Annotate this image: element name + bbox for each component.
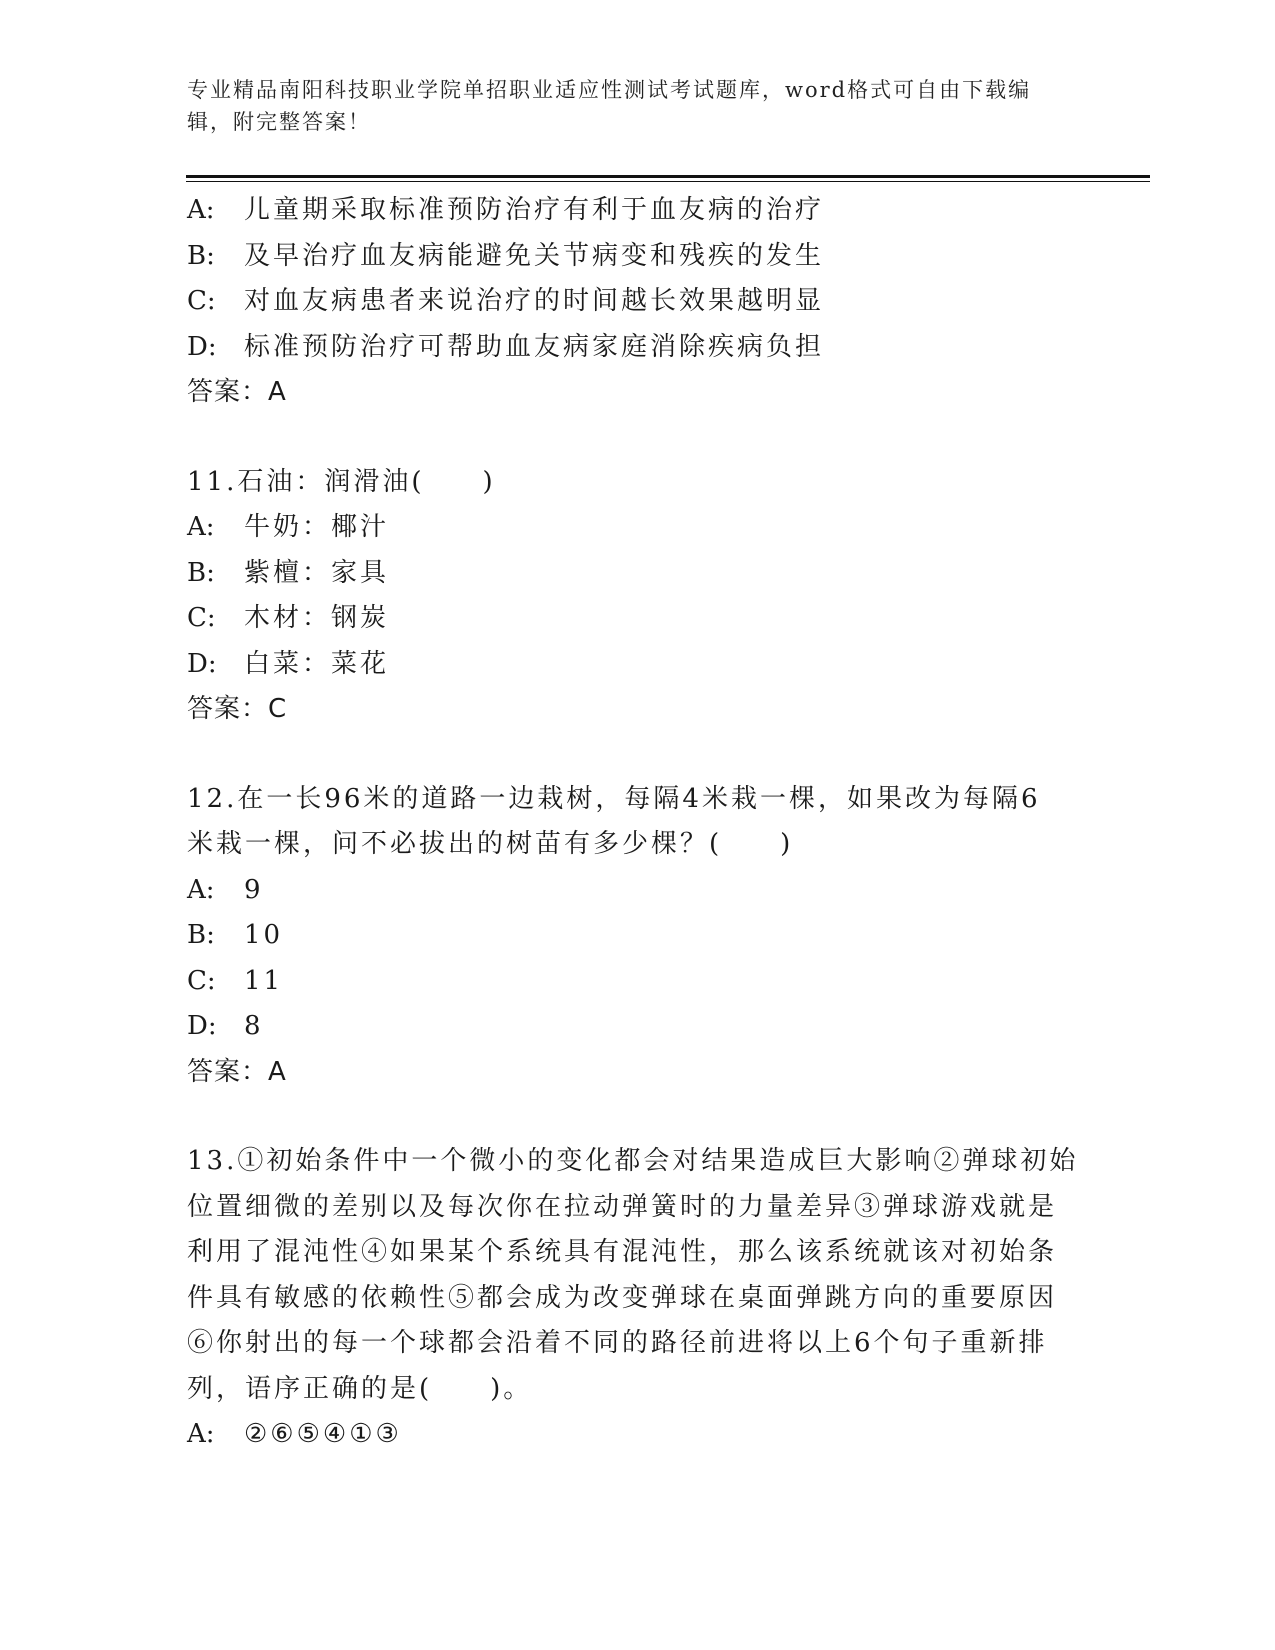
option-b: [187, 234, 1087, 280]
option-letter: A:: [187, 874, 215, 905]
option-text: 8: [244, 1011, 264, 1041]
option-text: 木材：钢炭: [244, 603, 390, 633]
option-letter: D:: [187, 648, 217, 679]
question-stem-line: 13.①初始条件中一个微小的变化都会对结果造成巨大影响②弹球初始: [187, 1146, 1079, 1176]
option-text: 11: [244, 965, 284, 996]
question-stem-line: 利用了混沌性④如果某个系统具有混沌性，那么该系统就该对初始条: [187, 1237, 1058, 1267]
option-letter: A:: [187, 1419, 215, 1449]
option-text: 儿童期采取标准预防治疗有利于血友病的治疗: [244, 195, 825, 225]
question-13: [187, 1139, 1087, 1458]
option-text: 标准预防治疗可帮助血友病家庭消除疾病负担: [244, 331, 825, 362]
option-text: ②⑥⑤④①③: [244, 1419, 402, 1449]
option-a: [187, 868, 1087, 914]
option-text: 紫檀：家具: [244, 557, 390, 588]
option-text: 9: [244, 874, 264, 905]
option-d: [187, 1004, 1087, 1050]
question-stem-line: ⑥你射出的每一个球都会沿着不同的路径前进将以上6个句子重新排: [187, 1328, 1048, 1358]
header-divider-thin: [186, 181, 1150, 182]
option-letter: A:: [187, 512, 215, 542]
question-list: [187, 188, 1087, 1458]
option-letter: B:: [187, 557, 215, 588]
option-b: [187, 551, 1087, 597]
question-stem: 11.石油：润滑油( ): [187, 466, 496, 497]
option-a: [187, 1412, 1087, 1458]
question-stem-line: 位置细微的差别以及每次你在拉动弹簧时的力量差异③弹球游戏就是: [187, 1191, 1058, 1222]
option-c: [187, 959, 1087, 1005]
option-letter: D:: [187, 331, 217, 362]
document-header: 专业精品南阳科技职业学院单招职业适应性测试考试题库，word格式可自由下载编辑，附完整答案！: [187, 78, 1032, 134]
option-b: [187, 913, 1087, 959]
option-letter: C:: [187, 603, 216, 633]
option-letter: C:: [187, 286, 216, 316]
question-11: [187, 460, 1087, 733]
option-text: 对血友病患者来说治疗的时间越长效果越明显: [244, 286, 825, 316]
header-divider-thick: [186, 175, 1150, 178]
question-12: [187, 777, 1087, 1096]
option-d: [187, 642, 1087, 688]
option-letter: C:: [187, 965, 216, 996]
option-letter: A:: [187, 195, 215, 225]
question-10: [187, 188, 1087, 416]
option-letter: B:: [187, 920, 215, 950]
option-d: [187, 325, 1087, 371]
question-stem-line: 米栽一棵，问不必拔出的树苗有多少棵？( ): [187, 829, 794, 859]
option-text: 牛奶：椰汁: [244, 512, 390, 542]
option-text: 白菜：菜花: [244, 648, 390, 679]
option-text: 及早治疗血友病能避免关节病变和残疾的发生: [244, 240, 825, 271]
question-stem-line: 列，语序正确的是( )。: [187, 1373, 533, 1404]
question-stem-line: 件具有敏感的依赖性⑤都会成为改变弹球在桌面弹跳方向的重要原因: [187, 1282, 1058, 1313]
answer-label: 答案：A: [187, 377, 287, 407]
answer-label: 答案：C: [187, 694, 288, 724]
option-a: [187, 505, 1087, 551]
question-stem-line: 12.在一长96米的道路一边栽树，每隔4米栽一棵，如果改为每隔6: [187, 783, 1041, 814]
option-c: [187, 279, 1087, 325]
option-a: [187, 188, 1087, 234]
answer-label: 答案：A: [187, 1056, 287, 1087]
option-letter: B:: [187, 240, 215, 271]
option-letter: D:: [187, 1011, 217, 1041]
option-text: 10: [244, 920, 284, 950]
option-c: [187, 596, 1087, 642]
